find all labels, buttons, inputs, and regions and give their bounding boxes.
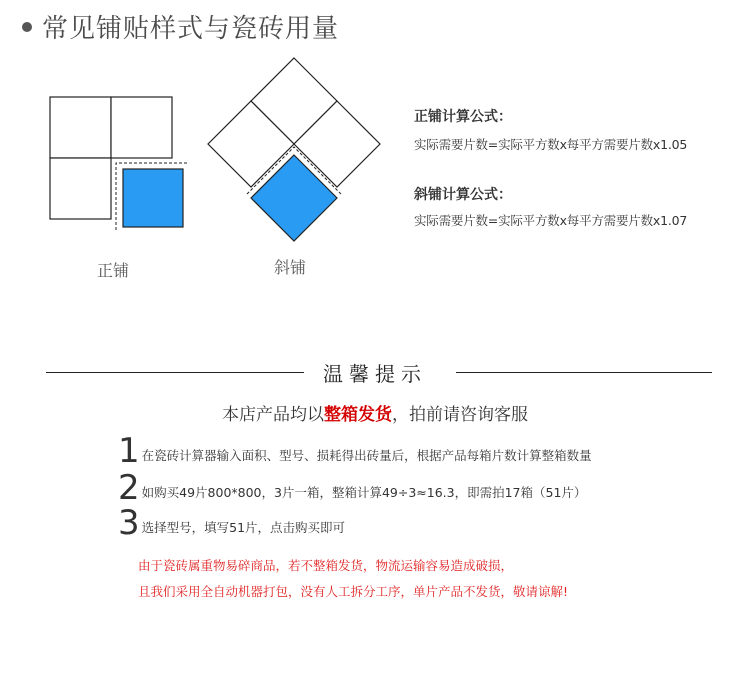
step-number: 3 [118, 503, 140, 543]
section-title [22, 8, 339, 45]
notice-highlight: 整箱发货 [324, 405, 392, 425]
straight-tile [50, 97, 111, 158]
step-number: 2 [118, 468, 140, 508]
notice-prefix: 本店产品均以 [222, 405, 324, 425]
tips-title: 温馨提示 [323, 362, 427, 386]
straight-tile [50, 158, 111, 219]
notice-suffix: ，拍前请咨询客服 [392, 405, 528, 425]
step-text: 选择型号，填写51片，点击购买即可 [141, 520, 346, 535]
step-item [118, 468, 587, 508]
step-text: 在瓷砖计算器输入面积、型号、损耗得出砖量后，根据产品每箱片数计算整箱数量 [141, 448, 592, 463]
highlighted-tile [123, 169, 183, 227]
tiling-diagrams [0, 50, 410, 290]
warning-line: 由于瓷砖属重物易碎商品，若不整箱发货，物流运输容易造成破损， [138, 558, 514, 573]
step-number: 1 [118, 431, 140, 471]
shop-notice [0, 400, 750, 425]
step-item [118, 431, 592, 471]
step-item [118, 503, 346, 543]
straight-label: 正铺 [97, 261, 130, 280]
diagonal-label: 斜铺 [274, 258, 307, 277]
straight-tile [111, 97, 172, 158]
diagonal-formula-text: 实际需要片数=实际平方数x每平方需要片数x1.07 [414, 213, 688, 228]
straight-formula-text: 实际需要片数=实际平方数x每平方需要片数x1.05 [414, 137, 688, 152]
straight-tiling-diagram [50, 97, 187, 230]
diagonal-tiling-diagram [208, 58, 380, 241]
bullet-dot-icon [22, 22, 32, 32]
straight-formula-title: 正铺计算公式： [414, 109, 512, 125]
diagonal-formula-title: 斜铺计算公式： [414, 187, 512, 203]
step-text: 如购买49片800*800，3片一箱，整箱计算49÷3≈16.3，即需拍17箱（51片） [141, 485, 587, 500]
section-title-text: 常见铺贴样式与瓷砖用量 [42, 14, 340, 44]
warning-line: 且我们采用全自动机器打包，没有人工拆分工序，单片产品不发货，敬请谅解! [138, 584, 569, 599]
